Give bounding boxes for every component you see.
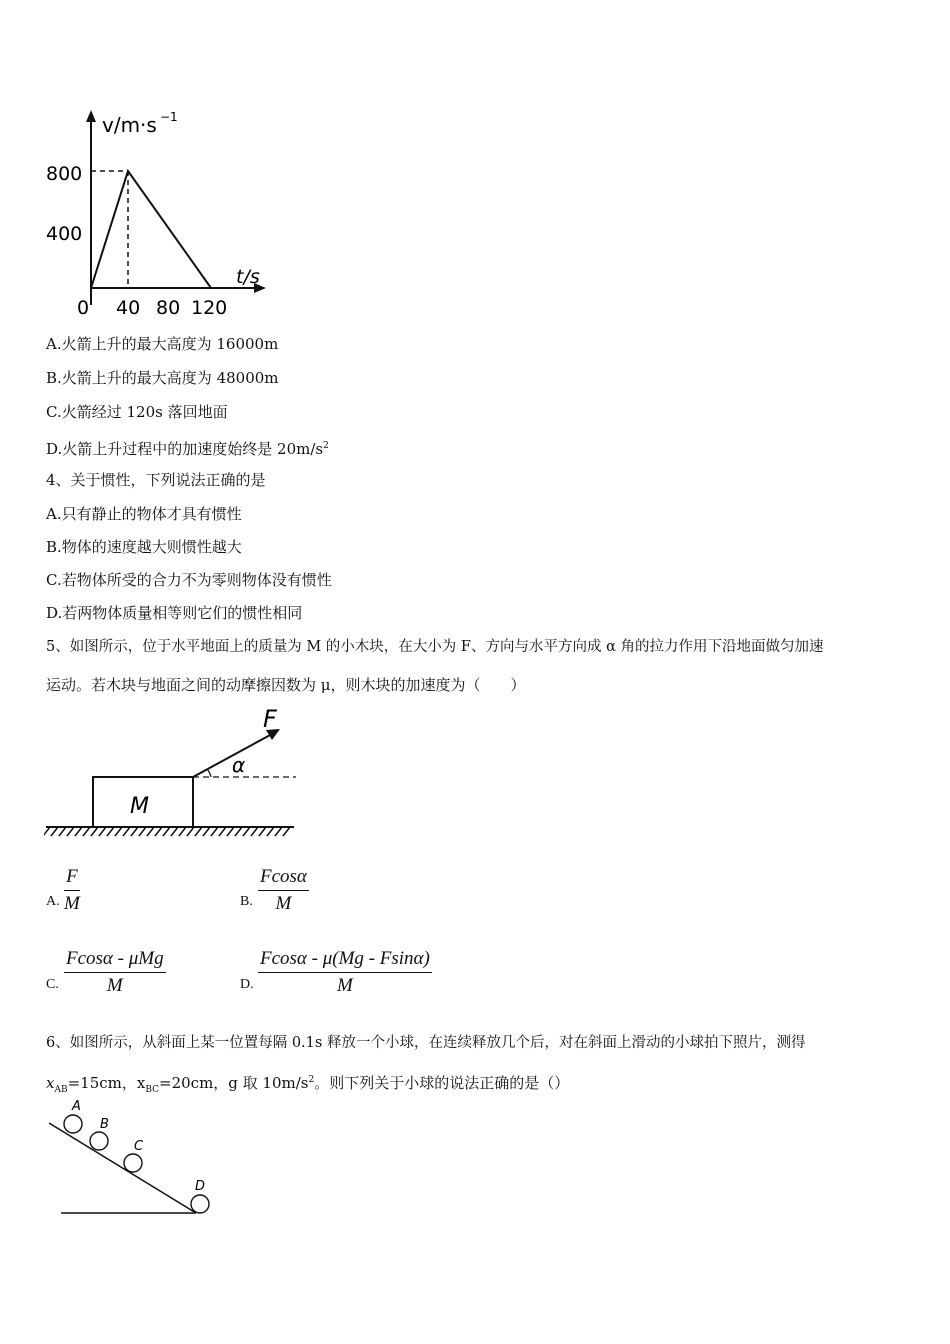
hatch-mark (275, 827, 282, 836)
option-label: A. (46, 505, 62, 523)
hatch-mark (147, 827, 154, 836)
numerator: Fcosα - μ(Mg - Fsinα) (258, 948, 432, 973)
x-tick-120: 120 (191, 297, 228, 319)
option-text: 若物体所受的合力不为零则物体没有惯性 (61, 571, 332, 589)
option-label: D. (46, 604, 63, 622)
q6-stem-line1: 6、如图所示，从斜面上某一位置每隔 0.1s 释放一个小球，在连续释放几个后，对在斜面上滑动的小球拍下照片，测得 (46, 1035, 806, 1051)
q4-option-b (46, 537, 242, 557)
hatch-mark (171, 827, 178, 836)
hatch-mark (44, 827, 50, 836)
ground-hatching (44, 827, 290, 836)
q4-option-c (46, 570, 332, 590)
q5-option-a-label: A. (46, 894, 60, 909)
subscript-ab: AB (54, 1085, 68, 1095)
hatch-mark (139, 827, 146, 836)
q5-option-d-fraction (258, 948, 432, 997)
hatch-mark (251, 827, 258, 836)
text: =20cm，g 取 10m/s (159, 1074, 309, 1092)
velocity-line (91, 171, 211, 288)
hatch-mark (267, 827, 274, 836)
hatch-mark (179, 827, 186, 836)
denominator: M (64, 893, 80, 914)
q4-option-a (46, 504, 242, 524)
denominator: M (275, 893, 292, 914)
denominator: M (337, 975, 353, 996)
ball-b (90, 1132, 108, 1150)
option-text: 若两物体质量相等则它们的惯性相同 (62, 604, 303, 622)
denominator: M (106, 975, 123, 996)
y-axis-arrow (86, 110, 96, 122)
hatch-mark (211, 827, 218, 836)
y-tick-800: 800 (46, 163, 83, 185)
q4-stem: 4、关于惯性，下列说法正确的是 (46, 471, 266, 489)
q5-option-b-fraction (258, 866, 309, 915)
superscript: 2 (323, 441, 329, 451)
hatch-mark (123, 827, 130, 836)
option-text: 只有静止的物体才具有惯性 (61, 505, 242, 523)
hatch-mark (219, 827, 226, 836)
y-axis-exponent: −1 (160, 110, 178, 124)
hatch-mark (59, 827, 66, 836)
q4-option-d (46, 603, 302, 623)
hatch-mark (243, 827, 250, 836)
numerator: F (64, 866, 80, 891)
hatch-mark (187, 827, 194, 836)
option-label: B. (46, 369, 62, 387)
q5-option-a-fraction (64, 866, 80, 915)
text: 。则下列关于小球的说法正确的是（） (314, 1074, 570, 1092)
hatch-mark (91, 827, 98, 836)
hatch-mark (83, 827, 90, 836)
superscript: 2 (308, 1075, 315, 1085)
ball-label-b: B (100, 1117, 109, 1132)
q3-option-a (46, 334, 278, 354)
option-label: A. (46, 335, 62, 353)
hatch-mark (203, 827, 210, 836)
hatch-mark (67, 827, 74, 836)
option-text: 火箭经过 120s 落回地面 (61, 403, 228, 421)
q3-option-b (46, 368, 279, 388)
hatch-mark (115, 827, 122, 836)
option-label: C. (46, 571, 62, 589)
option-text: 火箭上升的最大高度为 48000m (61, 369, 279, 387)
x-tick-80: 80 (156, 297, 181, 319)
hatch-mark (131, 827, 138, 836)
velocity-time-graph (40, 100, 280, 325)
subscript-bc: BC (145, 1085, 160, 1095)
y-tick-400: 400 (46, 223, 83, 245)
hatch-mark (155, 827, 162, 836)
q5-option-c-label: C. (46, 977, 59, 992)
ball-a (64, 1115, 82, 1133)
hatch-mark (107, 827, 114, 836)
q5-stem-line2: 运动。若木块与地面之间的动摩擦因数为 μ，则木块的加速度为（ ） (46, 676, 526, 694)
x-tick-0: 0 (77, 297, 90, 319)
q3-option-c (46, 402, 228, 422)
numerator: Fcosα - μMg (64, 948, 166, 973)
ball-label-d: D (195, 1179, 206, 1194)
hatch-mark (195, 827, 202, 836)
q5-option-d-label: D. (240, 977, 254, 992)
text: =15cm，x (67, 1074, 146, 1092)
option-label: B. (46, 538, 62, 556)
x-tick-40: 40 (116, 297, 141, 319)
hatch-mark (51, 827, 58, 836)
block-force-figure (44, 700, 304, 845)
x-symbol: x (46, 1074, 55, 1092)
option-text: 火箭上升过程中的加速度始终是 20m/s (62, 440, 324, 458)
incline-balls-figure (44, 1095, 224, 1225)
block-label: M (130, 794, 149, 819)
q5-option-c-fraction (64, 948, 166, 997)
hatch-mark (227, 827, 234, 836)
hatch-mark (259, 827, 266, 836)
hatch-mark (163, 827, 170, 836)
angle-label: α (232, 753, 246, 777)
angle-arc (207, 769, 211, 777)
incline (49, 1123, 196, 1213)
numerator: Fcosα (258, 866, 309, 891)
q5-stem-line1: 5、如图所示，位于水平地面上的质量为 M 的小木块，在大小为 F、方向与水平方向成 α 角的拉力作用下沿地面做匀加速 (46, 639, 824, 655)
q3-option-d (46, 436, 329, 459)
y-axis-label: v/m·s (102, 113, 157, 137)
option-label: D. (46, 440, 63, 458)
force-label: F (263, 705, 277, 733)
hatch-mark (283, 827, 290, 836)
hatch-mark (75, 827, 82, 836)
q5-option-b-label: B. (240, 894, 253, 909)
hatch-mark (235, 827, 242, 836)
option-label: C. (46, 403, 62, 421)
ball-c (124, 1154, 142, 1172)
ball-label-a: A (72, 1099, 81, 1114)
option-text: 物体的速度越大则惯性越大 (61, 538, 242, 556)
x-axis-label: t/s (236, 266, 260, 288)
ball-d (191, 1195, 209, 1213)
ball-label-c: C (134, 1139, 144, 1154)
option-text: 火箭上升的最大高度为 16000m (61, 335, 279, 353)
hatch-mark (99, 827, 106, 836)
